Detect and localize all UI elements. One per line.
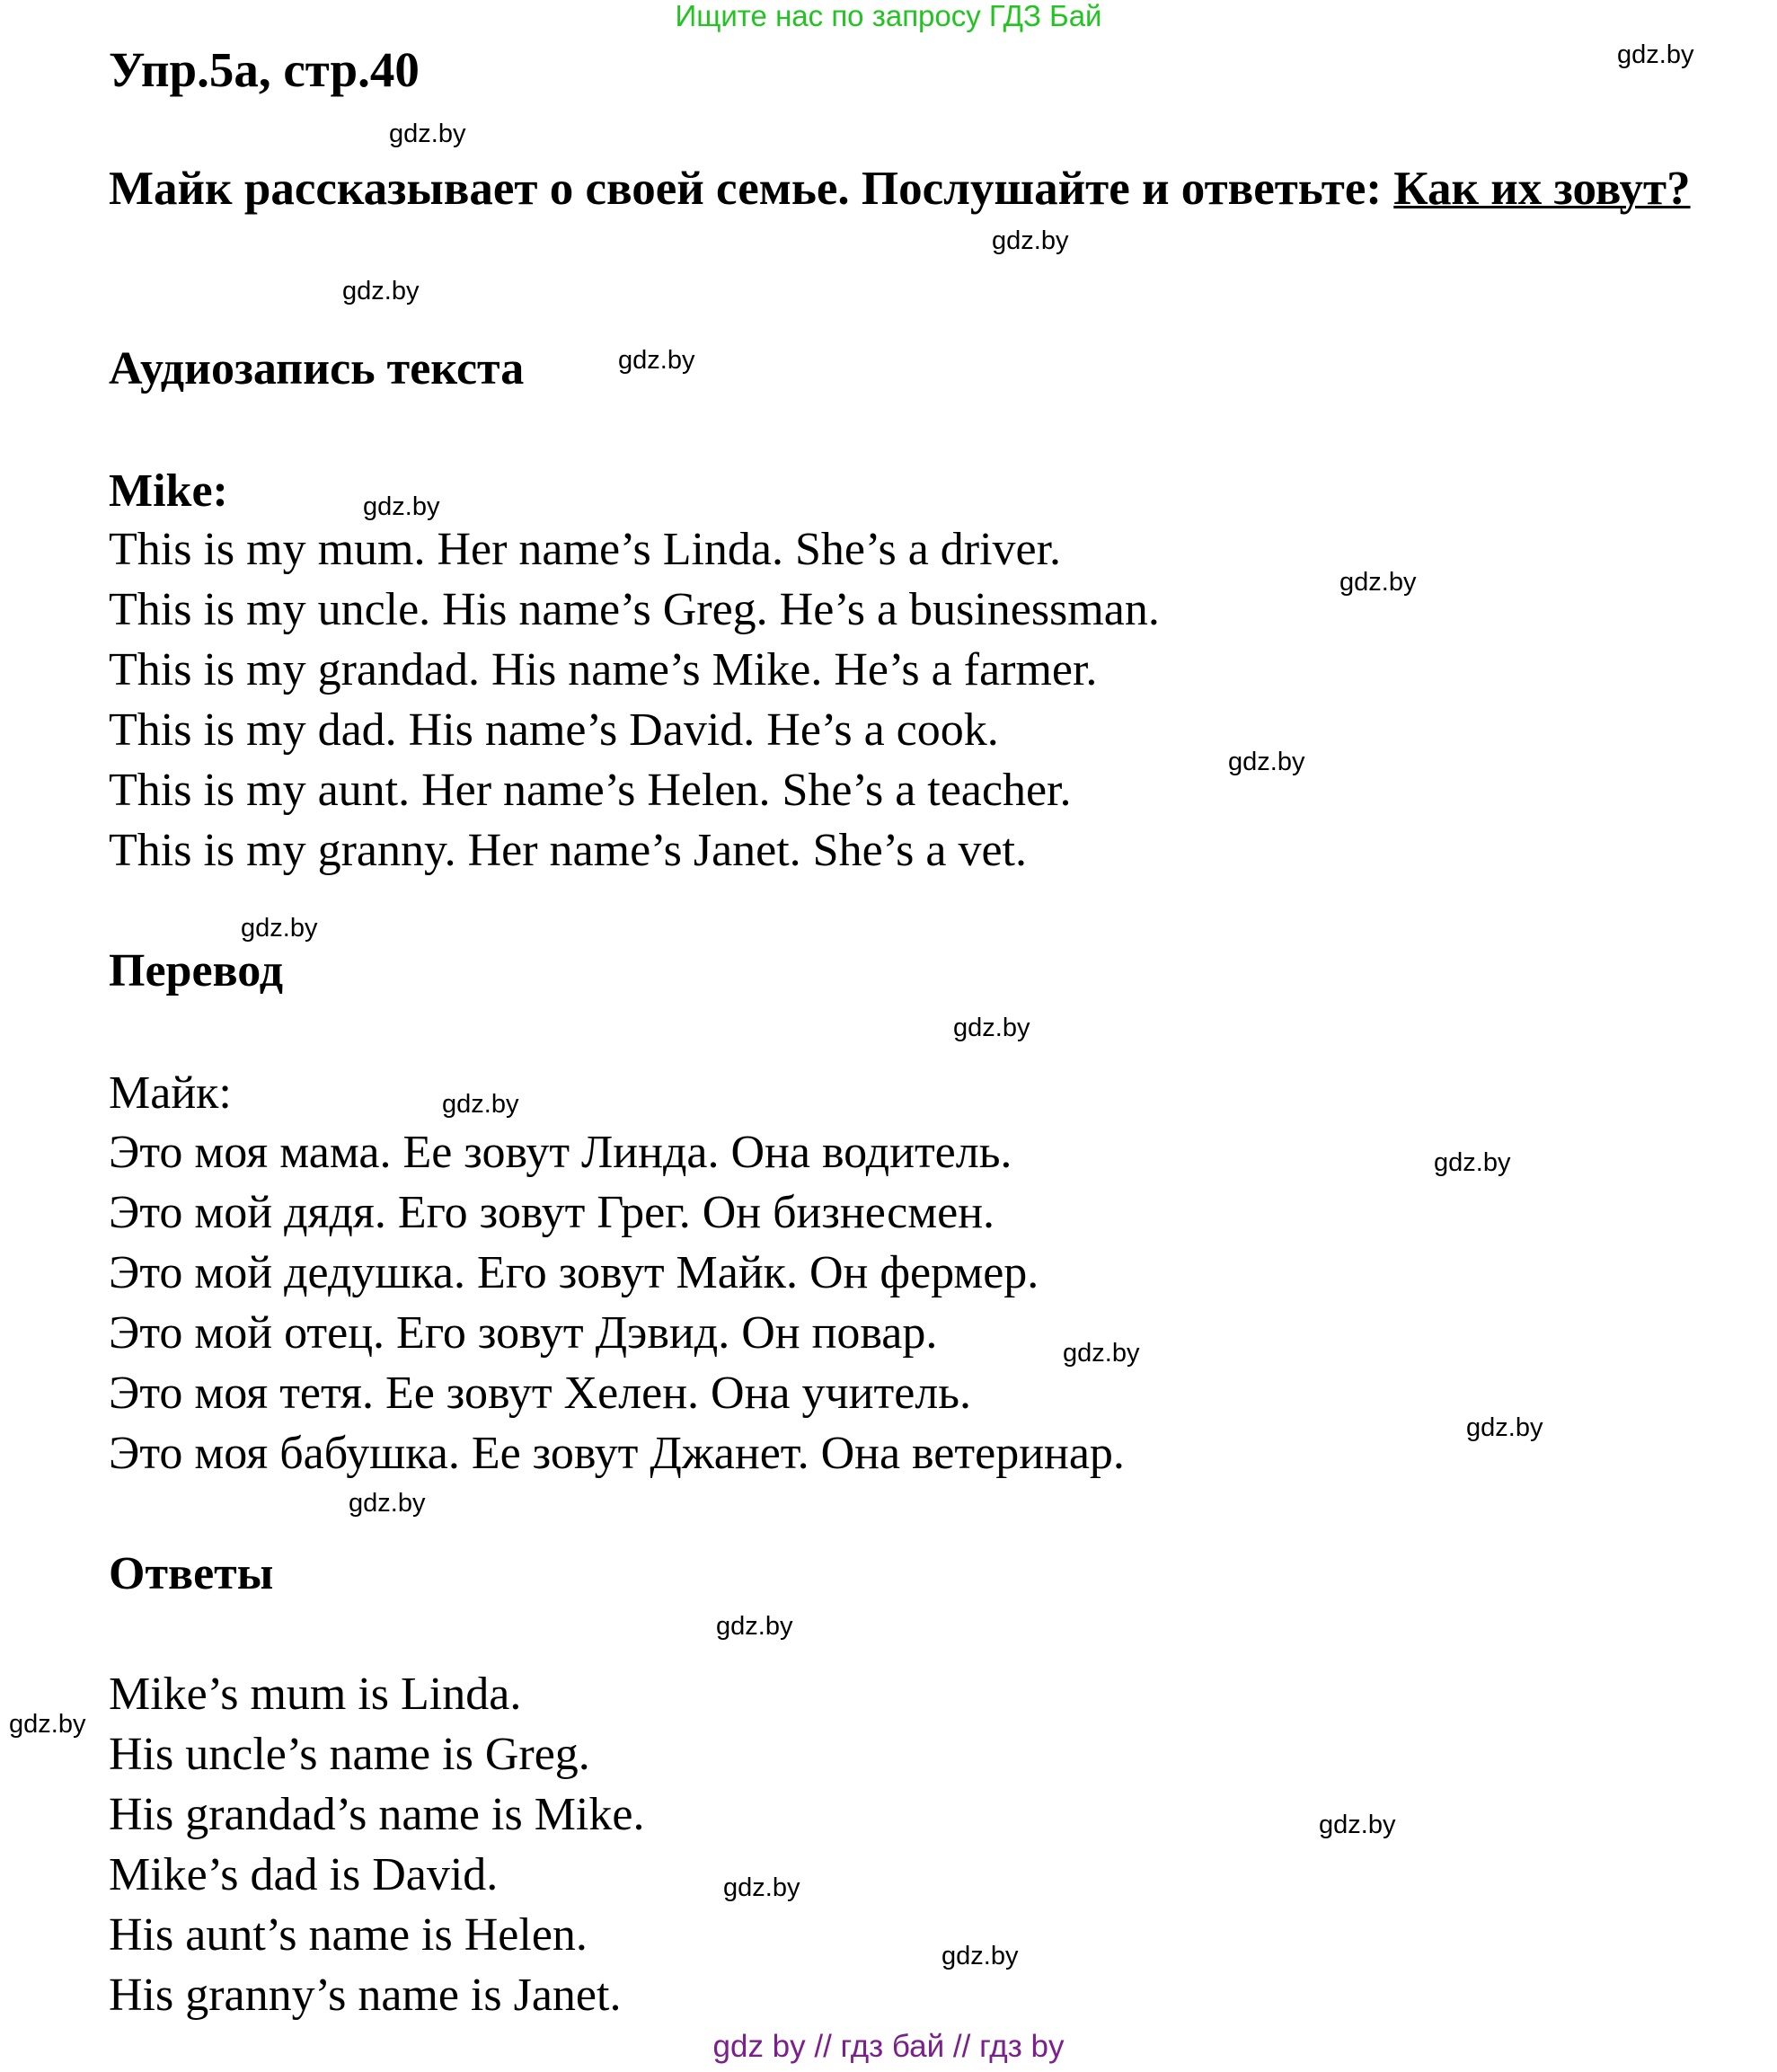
watermark: gdz.by <box>389 120 466 148</box>
translation-line: Это мой дедушка. Его зовут Майк. Он фермер. <box>109 1247 1039 1298</box>
translation-line: Это моя мама. Ее зовут Линда. Она водитель. <box>109 1127 1012 1178</box>
translation-line: Это мой отец. Его зовут Дэвид. Он повар. <box>109 1307 938 1359</box>
answer-line: His uncle’s name is Greg. <box>109 1729 590 1780</box>
watermark: gdz.by <box>716 1612 793 1641</box>
audio-line: This is my aunt. Her name’s Helen. She’s a teacher. <box>109 765 1072 816</box>
watermark: gdz.by <box>1228 748 1305 776</box>
watermark: gdz.by <box>1339 568 1417 597</box>
translation-line: Это моя тетя. Ее зовут Хелен. Она учитель. <box>109 1368 971 1419</box>
footer-links: gdz by // гдз бай // гдз by <box>712 2029 1065 2064</box>
watermark: gdz.by <box>1319 1811 1396 1839</box>
audio-line: This is my uncle. His name’s Greg. He’s a businessman. <box>109 584 1160 635</box>
watermark: gdz.by <box>618 346 695 375</box>
translation-heading: Перевод <box>109 945 284 996</box>
watermark: gdz.by <box>1466 1413 1543 1442</box>
audio-heading: Аудиозапись текста <box>109 343 525 394</box>
watermark: gdz.by <box>992 226 1069 255</box>
answer-line: His grandad’s name is Mike. <box>109 1789 645 1840</box>
watermark: gdz.by <box>953 1014 1030 1042</box>
answer-line: His aunt’s name is Helen. <box>109 1909 588 1961</box>
answers-heading: Ответы <box>109 1548 274 1599</box>
watermark: gdz.by <box>1063 1339 1140 1368</box>
task-text: Майк рассказывает о своей семье. Послушайте и ответьте: <box>109 163 1394 215</box>
audio-line: This is my granny. Her name’s Janet. She’s a vet. <box>109 825 1027 876</box>
watermark: gdz.by <box>241 914 318 943</box>
watermark: gdz.by <box>942 1942 1019 1970</box>
speaker-label-en: Mike: <box>109 465 228 517</box>
audio-line: This is my dad. His name’s David. He’s a cook. <box>109 704 999 756</box>
search-banner: Ищите нас по запросу ГДЗ Бай <box>675 0 1102 32</box>
answer-line: Mike’s mum is Linda. <box>109 1669 522 1720</box>
watermark: gdz.by <box>1617 40 1694 69</box>
task-question: Как их зовут? <box>1393 163 1691 215</box>
watermark: gdz.by <box>349 1489 426 1518</box>
speaker-label-ru: Майк: <box>109 1067 232 1119</box>
answer-line: His granny’s name is Janet. <box>109 1970 622 2021</box>
exercise-title: Упр.5а, стр.40 <box>109 42 420 97</box>
audio-line: This is my grandad. His name’s Mike. He’s a farmer. <box>109 644 1098 695</box>
audio-line: This is my mum. Her name’s Linda. She’s a driver. <box>109 524 1062 575</box>
watermark: gdz.by <box>1434 1148 1511 1177</box>
watermark: gdz.by <box>723 1873 800 1902</box>
watermark: gdz.by <box>442 1090 519 1119</box>
translation-line: Это моя бабушка. Ее зовут Джанет. Она ветеринар. <box>109 1428 1125 1479</box>
watermark: gdz.by <box>363 492 440 521</box>
watermark: gdz.by <box>9 1710 86 1739</box>
answer-line: Mike’s dad is David. <box>109 1849 499 1900</box>
task-instruction <box>0 159 1752 219</box>
translation-line: Это мой дядя. Его зовут Грег. Он бизнесмен. <box>109 1187 995 1238</box>
watermark: gdz.by <box>342 277 420 305</box>
